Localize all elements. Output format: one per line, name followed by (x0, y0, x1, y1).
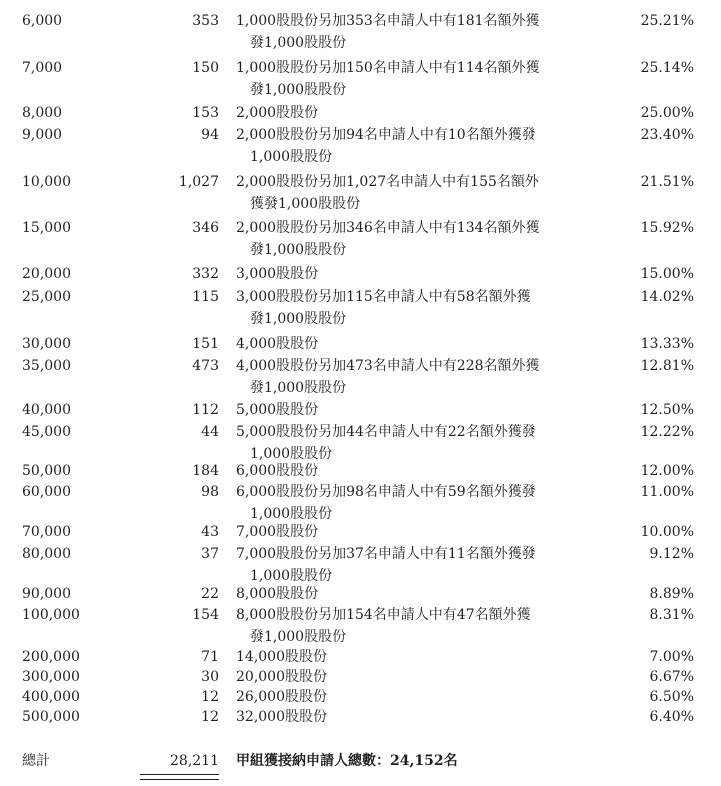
basis-line-2: 發1,000股股份 (250, 82, 347, 98)
percentage-cell: 15.92% (640, 220, 694, 236)
percentage-cell: 12.50% (640, 402, 694, 418)
percentage-cell: 6.40% (649, 709, 694, 725)
percentage-cell: 25.00% (640, 105, 694, 121)
applicant-count-cell: 153 (192, 105, 219, 121)
percentage-cell: 10.00% (640, 524, 694, 540)
applicant-count-cell: 1,027 (178, 174, 219, 190)
basis-line-2: 1,000股股份 (250, 446, 333, 462)
basis-line-1: 2,000股股份另加346名申請人中有134名額外獲 (236, 220, 540, 236)
percentage-cell: 25.14% (640, 60, 694, 76)
share-count-cell: 60,000 (22, 484, 71, 500)
applicant-count-cell: 184 (192, 463, 219, 479)
basis-line-2: 發1,000股股份 (250, 380, 347, 396)
applicant-count-cell: 332 (192, 266, 219, 282)
applicant-count-cell: 346 (192, 220, 219, 236)
allotment-basis-cell: 14,000股股份 (236, 649, 327, 665)
basis-line-1: 7,000股股份另加37名申請人中有11名額外獲發 (236, 546, 536, 562)
share-count-cell: 70,000 (22, 524, 71, 540)
share-count-cell: 300,000 (22, 669, 80, 685)
allotment-basis-cell (236, 543, 556, 587)
share-count-cell: 200,000 (22, 649, 80, 665)
percentage-cell: 13.33% (640, 336, 694, 352)
percentage-cell: 25.21% (640, 13, 694, 29)
allotment-basis-cell (236, 217, 556, 261)
allotment-basis-cell (236, 604, 556, 648)
allotment-basis-cell (236, 10, 556, 54)
share-count-cell: 9,000 (22, 127, 63, 143)
share-count-cell: 10,000 (22, 174, 71, 190)
share-count-cell: 45,000 (22, 424, 71, 440)
applicant-count-cell: 71 (201, 649, 219, 665)
basis-line-2: 1,000股股份 (250, 149, 333, 165)
percentage-cell: 9.12% (649, 546, 694, 562)
applicant-count-cell: 12 (201, 709, 219, 725)
share-count-cell: 15,000 (22, 220, 71, 236)
basis-line-2: 發1,000股股份 (250, 311, 347, 327)
basis-line-2: 發1,000股股份 (250, 629, 347, 645)
allotment-basis-cell: 3,000股股份 (236, 266, 319, 282)
applicant-count-cell: 150 (192, 60, 219, 76)
total-applicant-count: 28,211 (170, 753, 219, 769)
basis-line-1: 3,000股股份另加115名申請人中有58名額外獲 (236, 289, 531, 305)
allotment-basis-cell: 32,000股股份 (236, 709, 327, 725)
applicant-count-cell: 44 (201, 424, 219, 440)
allotment-basis-cell: 2,000股股份 (236, 105, 319, 121)
basis-line-1: 1,000股股份另加150名申請人中有114名額外獲 (236, 60, 540, 76)
percentage-cell: 12.81% (640, 358, 694, 374)
basis-line-1: 4,000股股份另加473名申請人中有228名額外獲 (236, 358, 540, 374)
percentage-cell: 21.51% (640, 174, 694, 190)
allotment-basis-cell: 26,000股股份 (236, 689, 327, 705)
allotment-basis-cell: 20,000股股份 (236, 669, 327, 685)
share-count-cell: 400,000 (22, 689, 80, 705)
basis-line-1: 1,000股股份另加353名申請人中有181名額外獲 (236, 13, 540, 29)
total-label: 總計 (22, 753, 50, 769)
applicant-count-cell: 43 (201, 524, 219, 540)
basis-line-1: 8,000股股份另加154名申請人中有47名額外獲 (236, 607, 531, 623)
share-count-cell: 7,000 (22, 60, 63, 76)
basis-line-2: 1,000股股份 (250, 506, 333, 522)
allotment-basis-cell (236, 286, 556, 330)
applicant-count-cell: 12 (201, 689, 219, 705)
applicant-count-cell: 151 (192, 336, 219, 352)
applicant-count-cell: 98 (201, 484, 219, 500)
share-count-cell: 20,000 (22, 266, 71, 282)
share-count-cell: 500,000 (22, 709, 80, 725)
basis-line-2: 1,000股股份 (250, 568, 333, 584)
share-count-cell: 8,000 (22, 105, 63, 121)
allotment-basis-cell: 8,000股股份 (236, 586, 319, 602)
basis-line-1: 2,000股股份另加1,027名申請人中有155名額外 (236, 174, 539, 190)
allotment-basis-cell (236, 57, 556, 101)
total-summary: 甲組獲接納申請人總數：24,152名 (236, 753, 458, 769)
percentage-cell: 23.40% (640, 127, 694, 143)
share-count-cell: 90,000 (22, 586, 71, 602)
allotment-basis-cell (236, 355, 556, 399)
applicant-count-cell: 115 (192, 289, 219, 305)
percentage-cell: 11.00% (640, 484, 694, 500)
allotment-basis-cell (236, 124, 556, 168)
allotment-basis-cell: 6,000股股份 (236, 463, 319, 479)
applicant-count-cell: 154 (192, 607, 219, 623)
allotment-basis-cell: 5,000股股份 (236, 402, 319, 418)
allotment-basis-cell: 7,000股股份 (236, 524, 319, 540)
share-count-cell: 50,000 (22, 463, 71, 479)
percentage-cell: 12.00% (640, 463, 694, 479)
applicant-count-cell: 94 (201, 127, 219, 143)
share-count-cell: 40,000 (22, 402, 71, 418)
basis-line-1: 2,000股股份另加94名申請人中有10名額外獲發 (236, 127, 536, 143)
allotment-basis-cell: 4,000股股份 (236, 336, 319, 352)
allotment-basis-cell (236, 171, 556, 215)
share-count-cell: 25,000 (22, 289, 71, 305)
basis-line-2: 發1,000股股份 (250, 242, 347, 258)
applicant-count-cell: 473 (192, 358, 219, 374)
percentage-cell: 14.02% (640, 289, 694, 305)
percentage-cell: 15.00% (640, 266, 694, 282)
percentage-cell: 6.50% (649, 689, 694, 705)
basis-line-2: 獲發1,000股股份 (250, 196, 361, 212)
applicant-count-cell: 112 (192, 402, 219, 418)
allotment-basis-cell (236, 481, 556, 525)
percentage-cell: 7.00% (649, 649, 694, 665)
basis-line-2: 發1,000股股份 (250, 35, 347, 51)
applicant-count-cell: 22 (201, 586, 219, 602)
basis-line-1: 6,000股股份另加98名申請人中有59名額外獲發 (236, 484, 536, 500)
applicant-count-cell: 353 (192, 13, 219, 29)
share-count-cell: 80,000 (22, 546, 71, 562)
percentage-cell: 8.31% (649, 607, 694, 623)
total-double-underline (140, 774, 219, 780)
share-count-cell: 30,000 (22, 336, 71, 352)
share-count-cell: 6,000 (22, 13, 63, 29)
applicant-count-cell: 37 (201, 546, 219, 562)
basis-line-1: 5,000股股份另加44名申請人中有22名額外獲發 (236, 424, 536, 440)
allotment-basis-cell (236, 421, 556, 465)
applicant-count-cell: 30 (201, 669, 219, 685)
share-count-cell: 35,000 (22, 358, 71, 374)
percentage-cell: 12.22% (640, 424, 694, 440)
share-count-cell: 100,000 (22, 607, 80, 623)
percentage-cell: 8.89% (649, 586, 694, 602)
percentage-cell: 6.67% (649, 669, 694, 685)
